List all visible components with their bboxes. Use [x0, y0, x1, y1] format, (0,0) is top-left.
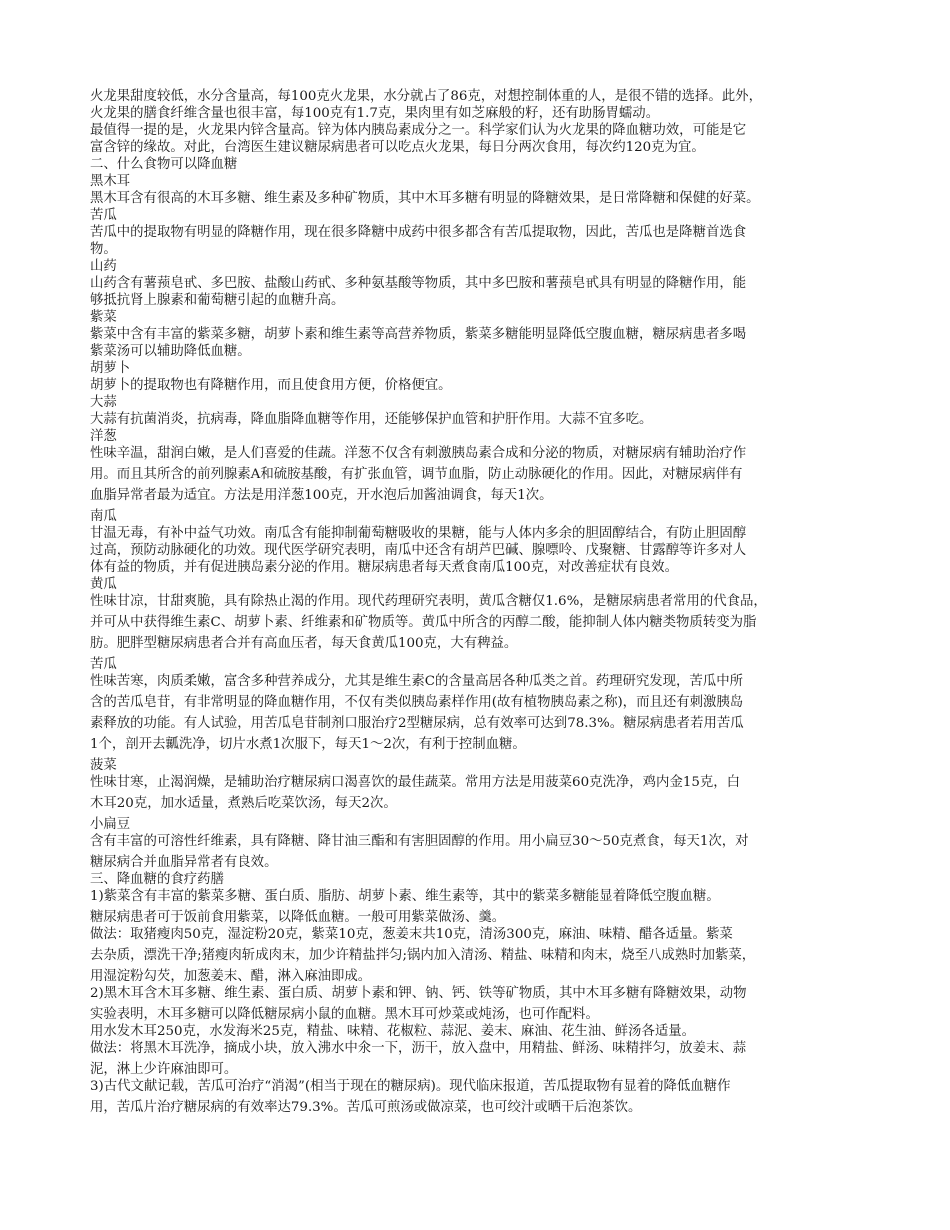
text-line: 黑木耳 — [90, 174, 131, 189]
text-line: 用湿淀粉勾芡，加葱姜末、醋，淋入麻油即成。 — [90, 969, 372, 984]
text-line: 紫菜汤可以辅助降低血糖。 — [90, 344, 251, 359]
text-line: 大蒜 — [90, 395, 117, 410]
text-line: 物。 — [90, 242, 117, 257]
text-line: 并可从中获得维生素C、胡萝卜素、纤维素和矿物质等。黄瓜中所含的丙醇二酸，能抑制人体内糖类物质转变为脂 — [90, 615, 757, 630]
text-line: 富含锌的缘故。对此，台湾医生建议糖尿病患者可以吃点火龙果，每日分两次食用，每次约120克为宜。 — [90, 140, 705, 155]
text-line: 火龙果的膳食纤维含量也很丰富，每100克有1.7克，果肉里有如芝麻般的籽，还有助肠胃蠕动。 — [90, 106, 660, 121]
text-line: 最值得一提的是，火龙果内锌含量高。锌为体内胰岛素成分之一。科学家们认为火龙果的降血糖功效，可能是它 — [90, 123, 747, 138]
text-line: 泥，淋上少许麻油即可。 — [90, 1062, 238, 1077]
text-line: 性味苦寒，肉质柔嫩，富含多种营养成分，尤其是维生素C的含量高居各种瓜类之首。药理研究发现，苦瓜中所 — [90, 674, 743, 689]
text-line: 糖尿病合并血脂异常者有良效。 — [90, 855, 278, 870]
text-line: 紫菜中含有丰富的紫菜多糖，胡萝卜素和维生素等高营养物质，紫菜多糖能明显降低空腹血糖，糖尿病患者多喝 — [90, 327, 747, 342]
text-line: 性味甘寒，止渴润燥，是辅助治疗糖尿病口渴喜饮的最佳蔬菜。常用方法是用菠菜60克洗净，鸡内金15克，白 — [90, 775, 741, 790]
text-line: 黑木耳含有很高的木耳多糖、维生素及多种矿物质，其中木耳多糖有明显的降糖效果，是日常降糖和保健的好菜。 — [90, 191, 760, 206]
text-line: 苦瓜 — [90, 208, 117, 223]
text-line: 山药 — [90, 259, 117, 274]
text-line: 洋葱 — [90, 429, 117, 444]
text-line: 含有丰富的可溶性纤维素，具有降糖、降甘油三酯和有害胆固醇的作用。用小扁豆30～50克煮食，每天1次，对 — [90, 834, 749, 849]
text-line: 3)古代文献记载，苦瓜可治疗“消渴”(相当于现在的糖尿病)。现代临床报道，苦瓜提取物有显着的降低血糖作 — [90, 1079, 731, 1094]
text-line: 南瓜 — [90, 509, 117, 524]
text-line: 够抵抗肾上腺素和葡萄糖引起的血糖升高。 — [90, 293, 345, 308]
text-line: 实验表明，木耳多糖可以降低糖尿病小鼠的血糖。黑木耳可炒菜或炖汤，也可作配料。 — [90, 1007, 599, 1022]
text-line: 1个，剖开去瓤洗净，切片水煮1次服下，每天1～2次，有利于控制血糖。 — [90, 737, 526, 752]
text-line: 做法：取猪瘦肉50克，湿淀粉20克，紫菜10克，葱姜末共10克，清汤300克，麻油、味精、醋各适量。紫菜 — [90, 927, 733, 942]
text-line: 胡萝卜的提取物也有降糖作用，而且使食用方便，价格便宜。 — [90, 378, 452, 393]
text-line: 血脂异常者最为适宜。方法是用洋葱100克，开水泡后加酱油调食，每天1次。 — [90, 488, 553, 503]
text-line: 紫菜 — [90, 310, 117, 325]
text-line: 素释放的功能。有人试验，用苦瓜皂苷制剂口服治疗2型糖尿病，总有效率可达到78.3%。糖尿病患者若用苦瓜 — [90, 716, 744, 731]
text-line: 2)黑木耳含木耳多糖、维生素、蛋白质、胡萝卜素和钾、钠、钙、铁等矿物质，其中木耳多糖有降糖效果，动物 — [90, 986, 747, 1001]
text-line: 三、降血糖的食疗药膳 — [90, 872, 224, 887]
text-line: 苦瓜 — [90, 657, 117, 672]
text-line: 含的苦瓜皂苷，有非常明显的降血糖作用，不仅有类似胰岛素样作用(故有植物胰岛素之称)，而且还有刺激胰岛 — [90, 695, 744, 710]
text-line: 1)紫菜含有丰富的紫菜多糖、蛋白质、脂肪、胡萝卜素、维生素等，其中的紫菜多糖能显着降低空腹血糖。 — [90, 889, 720, 904]
text-line: 大蒜有抗菌消炎，抗病毒，降血脂降血糖等作用，还能够保护血管和护肝作用。大蒜不宜多吃。 — [90, 412, 653, 427]
text-line: 用，苦瓜片治疗糖尿病的有效率达79.3%。苦瓜可煎汤或做凉菜，也可绞汁或晒干后泡茶饮。 — [90, 1100, 642, 1115]
text-line: 黄瓜 — [90, 577, 117, 592]
text-line: 小扁豆 — [90, 817, 131, 832]
text-line: 木耳20克，加水适量，煮熟后吃菜饮汤，每天2次。 — [90, 796, 397, 811]
text-line: 过高，预防动脉硬化的功效。现代医学研究表明，南瓜中还含有胡芦巴碱、腺嘌呤、戊聚糖、甘露醇等许多对人 — [90, 543, 747, 558]
text-line: 性味辛温，甜润白嫩，是人们喜爱的佳蔬。洋葱不仅含有刺激胰岛素合成和分泌的物质，对糖尿病有辅助治疗作 — [90, 446, 747, 461]
document-body — [90, 88, 872, 1116]
text-line: 二、什么食物可以降血糖 — [90, 157, 238, 172]
text-line: 菠菜 — [90, 758, 117, 773]
text-line: 性味甘凉，甘甜爽脆，具有除热止渴的作用。现代药理研究表明，黄瓜含糖仅1.6%，是糖尿病患者常用的代食品， — [90, 594, 767, 609]
text-line: 用水发木耳250克，水发海米25克，精盐、味精、花椒粒、蒜泥、姜末、麻油、花生油、鲜汤各适量。 — [90, 1024, 696, 1039]
text-line: 体有益的物质，并有促进胰岛素分泌的作用。糖尿病患者每天煮食南瓜100克，对改善症状有良效。 — [90, 560, 678, 575]
text-line: 火龙果甜度较低，水分含量高，每100克火龙果，水分就占了86克，对想控制体重的人，是很不错的选择。此外， — [90, 89, 762, 104]
text-line: 做法：将黑木耳洗净，摘成小块，放入沸水中氽一下，沥干，放入盘中，用精盐、鲜汤、味精拌匀，放姜末、蒜 — [90, 1041, 747, 1056]
text-line: 去杂质，漂洗干净;猪瘦肉斩成肉末，加少许精盐拌匀;锅内加入清汤、精盐、味精和肉末，烧至八成熟时加紫菜， — [90, 948, 756, 963]
text-line: 用。而且其所含的前列腺素A和硫胺基酸，有扩张血管，调节血脂，防止动脉硬化的作用。因此，对糖尿病伴有 — [90, 467, 743, 482]
text-line: 胡萝卜 — [90, 361, 131, 376]
text-line: 苦瓜中的提取物有明显的降糖作用，现在很多降糖中成药中很多都含有苦瓜提取物，因此，苦瓜也是降糖首选食 — [90, 225, 747, 240]
text-line: 肪。肥胖型糖尿病患者合并有高血压者，每天食黄瓜100克，大有稗益。 — [90, 636, 518, 651]
text-line: 山药含有薯蓣皂甙、多巴胺、盐酸山药甙、多种氨基酸等物质，其中多巴胺和薯蓣皂甙具有明显的降糖作用，能 — [90, 276, 747, 291]
text-line: 糖尿病患者可于饭前食用紫菜，以降低血糖。一般可用紫菜做汤、羹。 — [90, 910, 506, 925]
text-line: 甘温无毒，有补中益气功效。南瓜含有能抑制葡萄糖吸收的果糖，能与人体内多余的胆固醇结合，有防止胆固醇 — [90, 526, 747, 541]
